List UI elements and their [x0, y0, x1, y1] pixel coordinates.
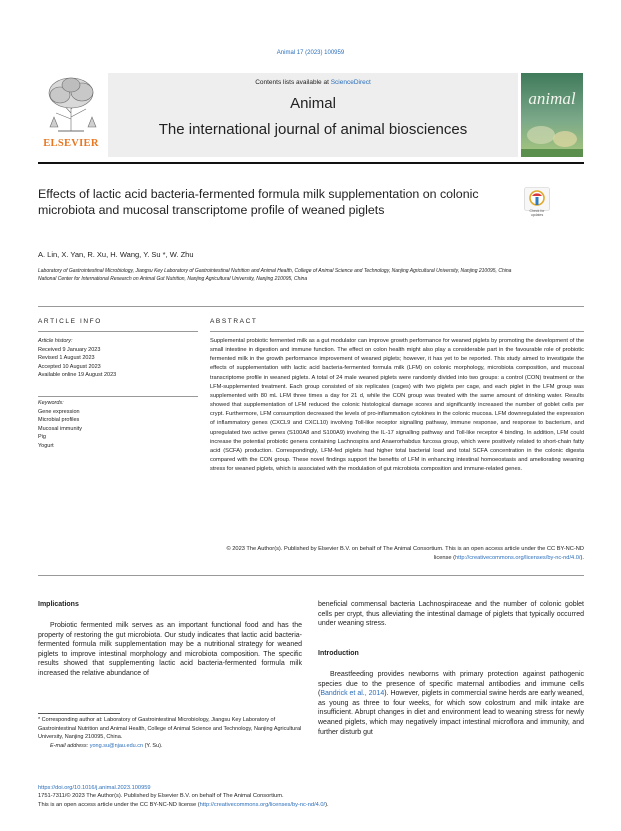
journal-name: Animal [290, 95, 336, 112]
history-item: Accepted 10 August 2023 [38, 363, 101, 370]
keyword-item: Mucosal immunity [38, 425, 83, 432]
article-info-heading: ARTICLE INFO [38, 318, 102, 325]
journal-header [108, 73, 518, 157]
journal-reference[interactable]: Animal 17 (2023) 100959 [276, 50, 345, 56]
elsevier-logo [38, 73, 104, 149]
header-divider [38, 162, 584, 164]
elsevier-wordmark: ELSEVIER [43, 138, 99, 149]
history-item: Revised 1 August 2023 [38, 355, 95, 361]
email-suffix: (Y. Su). [144, 742, 163, 749]
license-link[interactable]: http://creativecommons.org/licenses/by-nc-nd/4.0/ [455, 555, 581, 562]
keyword-item: Microbial profiles [38, 417, 80, 423]
cover-graphic-icon [521, 73, 583, 157]
article-history [38, 337, 198, 380]
keyword-item: Pig [38, 434, 46, 440]
oa-prefix: This is an open access article under the CC BY-NC-ND license ( [38, 802, 200, 808]
keyword-item: Gene expression [38, 408, 80, 415]
footnote-divider [38, 713, 120, 714]
copyright-suffix: ). [580, 555, 584, 562]
history-item: Available online 19 August 2023 [38, 372, 117, 378]
keywords-divider [38, 396, 198, 397]
implications-continuation: beneficial commensal bacteria Lachnospiraceae and the number of colonic goblet cells per crypt, thus alleviating the intestinal damage of piglets that typically occurred under weaning stress. [318, 601, 584, 628]
article-info-divider [38, 331, 198, 332]
crossmark-icon [524, 187, 550, 211]
intro-text-after: ). However, piglets in commercial swine herds are early weaned, as young as three to four weeks, for which sow colostrum and milk intake are insufficient. Abrupt changes in diet and environment lead to weaning stress for newly weaned piglets, which may negatively impact intestinal microflora and immunity, and further disturb gut [318, 690, 584, 736]
open-access-line [38, 802, 329, 808]
check-for-updates-badge[interactable] [524, 187, 550, 217]
doi-link[interactable]: https://doi.org/10.1016/j.animal.2023.100959 [38, 785, 151, 791]
copyright-prefix: © 2023 The Author(s). Published by Elsevier B.V. on behalf of The Animal Consortium. This is an open access article under the CC BY-NC-ND license ( [226, 546, 584, 562]
author-list: A. Lin, X. Yan, R. Xu, H. Wang, Y. Su *, W. Zhu [38, 250, 194, 259]
cover-title: animal [528, 89, 576, 108]
abstract-text: Supplemental probiotic fermented milk as a gut modulator can improve growth performance for weaned piglets by promoting the development of the small intestine in digestion and immune function. The effect on colon health might also play a considerable part in the favourable role of probiotic fermented milk in the growth performance improvement of weaned piglets; however, it has yet to be reported. This study aimed to investigate the effects of supplementation with lactic acid bacteria-fermented formula milk (LFM) on colonic morphology, microbiota composition, and mucosal transcriptome profile in weaned piglets. A total of 24 male weaned piglets were randomly divided into two groups: a control (CON) treatment or the LFM-supplemented treatment. Each group consisted of six replicates (cages) with two piglets per cage, and each piglet in the LFM group was supplemented with 80 mL LFM three times a day for 21 d, while the CON group was treated with the same amount of drinking water. Results showed that supplementation of LFM reduced the colonic histological damage scores and significantly increased the number of goblet cells per crypt. Furthermore, LFM consumption decreased the levels of pro-inflammation cytokines in the colonic mucosa. LFM downregulated the expression of inflammatory genes (CXCL9 and CXCL10) involving Toll-like receptor signalling pathway, immune response, and response to bacterium, and upregulated two active genes (S100A8 and S100A9) involving the IL-17 signalling pathway and Toll-like receptor 4 binding. In addition, LFM could increase the potential probiotic genera containing Lachnospira and Anaerorhabdus furcosa group, which were positively related to short-chain fatty acid (SCFA) production. Correspondingly, LFM-fed piglets had higher total bacterial load and total SCFA concentration in the colonic digesta compared with the CON group. These novel findings support the benefits of LFM in enhancing intestinal homoeostasis and ameliorating weaning stress for weaned piglets, which is associated with the modulation of gut microbiota composition and immune-related genes. [210, 338, 584, 473]
affiliation-item: National Center for International Research on Animal Gut Nutrition, Nanjing Agricultural University, Nanjing 210095, China [38, 276, 308, 282]
section-divider [38, 306, 584, 307]
affiliations [38, 267, 584, 283]
email-line [38, 742, 302, 751]
crossmark-label: Check for updates [529, 209, 545, 217]
affiliation-item: Laboratory of Gastrointestinal Microbiology, Jiangsu Key Laboratory of Gastrointestinal Nutrition and Animal Health, College of Animal Science and Technology, Nanjing Agricultural University, Nanjing 210095, China [38, 268, 512, 274]
email-label: E-mail address: [50, 742, 89, 749]
sciencedirect-link[interactable]: ScienceDirect [330, 79, 371, 86]
citation-link[interactable]: Bandrick et al., 2014 [320, 690, 385, 698]
journal-subtitle: The international journal of animal biosciences [158, 121, 468, 138]
intro-text-before: Breastfeeding provides newborns with primary protection against pathogenic species due to the presence of specific maternal antibodies and immune cells ( [318, 671, 584, 698]
keywords-label: Keywords: [38, 400, 64, 406]
introduction-text [318, 670, 584, 737]
footnote [38, 716, 302, 750]
article-title: Effects of lactic acid bacteria-fermented formula milk supplementation on colonic microbiota and mucosal transcriptome profile of weaned piglets [38, 187, 479, 217]
journal-cover-image[interactable] [521, 73, 583, 157]
elsevier-tree-icon [38, 73, 104, 135]
abstract-copyright [210, 545, 584, 563]
abstract-heading: ABSTRACT [210, 318, 258, 325]
introduction-heading: Introduction [318, 650, 359, 657]
contents-line [108, 79, 518, 86]
implications-text: Probiotic fermented milk serves as an important functional food and has the property of restoring the gut microbiota. Our study indicates that lactic acid bacteria-fermented formula milk supplementation may be a nutritional strategy for weaned piglets to improve intestinal morphology and microbiota composition. The specific results showed that supplementing lactic acid bacteria-fermented formula milk increased the relative abundance of [38, 622, 302, 677]
article-history-label: Article history: [38, 338, 73, 344]
contents-prefix: Contents lists available at [255, 79, 331, 86]
issn-line: 1751-7311/© 2023 The Author(s). Published by Elsevier B.V. on behalf of The Animal Consortium. [38, 793, 284, 799]
implications-heading: Implications [38, 601, 79, 608]
email-link[interactable]: yong.su@njau.edu.cn [89, 742, 144, 749]
oa-suffix: ). [325, 802, 329, 808]
oa-license-link[interactable]: http://creativecommons.org/licenses/by-nc-nd/4.0/ [199, 802, 326, 808]
abstract-divider [210, 331, 584, 332]
section-divider [38, 575, 584, 576]
corresponding-author-note: * Corresponding author at: Laboratory of Gastrointestinal Microbiology, Jiangsu Key Laboratory of Gastrointestinal Nutrition and Animal Health, College of Animal Science and Technology, Nanjing Agricultural University, Nanjing 210095, China. [38, 717, 302, 741]
history-item: Received 9 January 2023 [38, 346, 101, 353]
keywords [38, 399, 198, 450]
keyword-item: Yogurt [38, 442, 54, 449]
